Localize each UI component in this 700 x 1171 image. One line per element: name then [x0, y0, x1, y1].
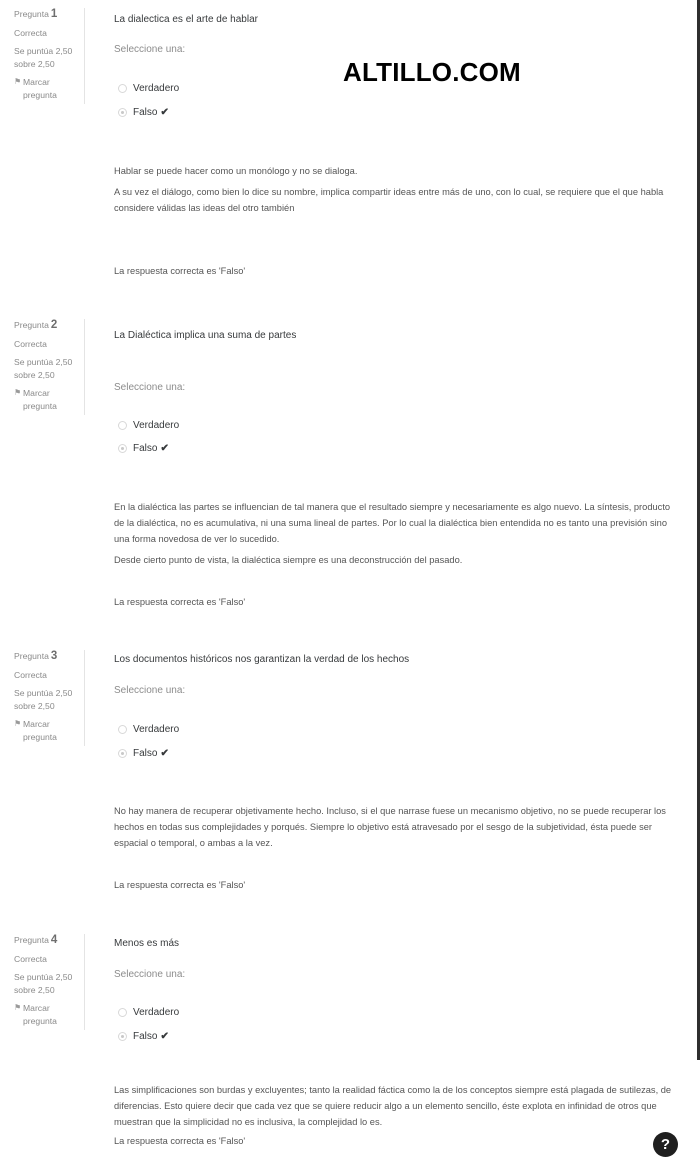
option-verdadero[interactable]: Verdadero [118, 1007, 179, 1018]
radio-button[interactable] [118, 421, 127, 430]
divider [84, 319, 85, 415]
radio-button-selected[interactable] [118, 749, 127, 758]
question-number: Pregunta 1 [14, 8, 58, 20]
right-answer: La respuesta correcta es 'Falso' [114, 266, 246, 276]
radio-button-selected[interactable] [118, 1032, 127, 1041]
divider [84, 934, 85, 1030]
check-icon: ✔ [160, 748, 169, 759]
flag-icon: ⚑ [14, 719, 22, 728]
question-state: Correcta [14, 338, 47, 349]
right-answer: La respuesta correcta es 'Falso' [114, 1136, 246, 1146]
question-info [14, 934, 84, 1027]
question-info [14, 650, 84, 743]
flag-icon: ⚑ [14, 77, 22, 86]
feedback [114, 1082, 674, 1135]
feedback [114, 163, 674, 221]
feedback-paragraph: A su vez el diálogo, como bien lo dice su nombre, implica compartir ideas entre más de uno, con lo cual, se requiere que el que habla considere válidas las ideas del otro también [114, 187, 664, 213]
feedback [114, 803, 674, 856]
feedback [114, 499, 674, 573]
feedback-paragraph: No hay manera de recuperar objetivamente hecho. Incluso, si el que narrase fuese un mecanismo objetivo, no se puede recuperar los hechos en todas sus complejidades y porqués. Siempre lo objetivo está atravesado por el sesgo de la subjetividad, ésta puede ser espacial o temporal, o ambas a la vez. [114, 806, 666, 848]
option-falso[interactable]: Falso ✔ [118, 107, 169, 118]
question-text: La dialectica es el arte de hablar [114, 14, 258, 25]
question-number: Pregunta 2 [14, 319, 58, 331]
check-icon: ✔ [160, 443, 169, 454]
select-prompt: Seleccione una: [114, 969, 186, 980]
radio-button-selected[interactable] [118, 108, 127, 117]
option-falso[interactable]: Falso ✔ [118, 1031, 169, 1042]
flag-question-link[interactable]: ⚑ Marcar pregunta [14, 77, 57, 100]
check-icon: ✔ [160, 1031, 169, 1042]
watermark: ALTILLO.COM [343, 57, 521, 87]
feedback-paragraph: Hablar se puede hacer como un monólogo y no se dialoga. [114, 166, 358, 176]
option-verdadero[interactable]: Verdadero [118, 724, 179, 735]
question-number: Pregunta 4 [14, 934, 58, 946]
right-answer: La respuesta correcta es 'Falso' [114, 597, 246, 607]
question-info [14, 319, 84, 412]
option-falso[interactable]: Falso ✔ [118, 443, 169, 454]
flag-icon: ⚑ [14, 388, 22, 397]
radio-button[interactable] [118, 1008, 127, 1017]
question-grade: Se puntúa 2,50 sobre 2,50 [14, 46, 73, 69]
question-text: Los documentos históricos nos garantizan la verdad de los hechos [114, 654, 410, 665]
question-text: Menos es más [114, 938, 180, 949]
feedback-paragraph: Las simplificaciones son burdas y excluyentes; tanto la realidad fáctica como la de los conceptos siempre está plagada de sutilezas, de diferencias. Esto quiere decir que cada vez que se quiere reducir algo a un elemento sencillo, éste explota en infinidad de otros que muestran que la simplicidad no es inclusiva, la complejidad lo es. [114, 1085, 672, 1127]
flag-question-link[interactable]: ⚑ Marcar pregunta [14, 388, 57, 411]
feedback-paragraph: En la dialéctica las partes se influencian de tal manera que el resultado siempre y necesariamente es algo nuevo. La síntesis, producto de la dialéctica, no es acumulativa, ni una suma lineal de partes. Por lo cual la dialéctica bien entendida no es tanto una previsión sino una forma novedosa de ver lo sucedido. [114, 502, 671, 544]
select-prompt: Seleccione una: [114, 382, 186, 393]
select-prompt: Seleccione una: [114, 44, 186, 55]
option-verdadero[interactable]: Verdadero [118, 420, 179, 431]
select-prompt: Seleccione una: [114, 685, 186, 696]
radio-button[interactable] [118, 725, 127, 734]
option-verdadero[interactable]: Verdadero [118, 83, 179, 94]
question-grade: Se puntúa 2,50 sobre 2,50 [14, 357, 73, 380]
question-number: Pregunta 3 [14, 650, 58, 662]
radio-button[interactable] [118, 84, 127, 93]
question-state: Correcta [14, 953, 47, 964]
divider [84, 8, 85, 104]
flag-question-link[interactable]: ⚑ Marcar pregunta [14, 1003, 57, 1026]
question-text: La Dialéctica implica una suma de partes [114, 330, 297, 341]
question-info [14, 8, 84, 101]
question-state: Correcta [14, 27, 47, 38]
question-grade: Se puntúa 2,50 sobre 2,50 [14, 972, 73, 995]
right-answer: La respuesta correcta es 'Falso' [114, 880, 246, 890]
feedback-paragraph: Desde cierto punto de vista, la dialéctica siempre es una deconstrucción del pasado. [114, 555, 463, 565]
flag-icon: ⚑ [14, 1003, 22, 1012]
option-falso[interactable]: Falso ✔ [118, 748, 169, 759]
question-circle-icon[interactable]: ? [653, 1132, 678, 1157]
question-grade: Se puntúa 2,50 sobre 2,50 [14, 688, 73, 711]
flag-question-link[interactable]: ⚑ Marcar pregunta [14, 719, 57, 742]
question-state: Correcta [14, 669, 47, 680]
radio-button-selected[interactable] [118, 444, 127, 453]
check-icon: ✔ [160, 107, 169, 118]
divider [84, 650, 85, 746]
